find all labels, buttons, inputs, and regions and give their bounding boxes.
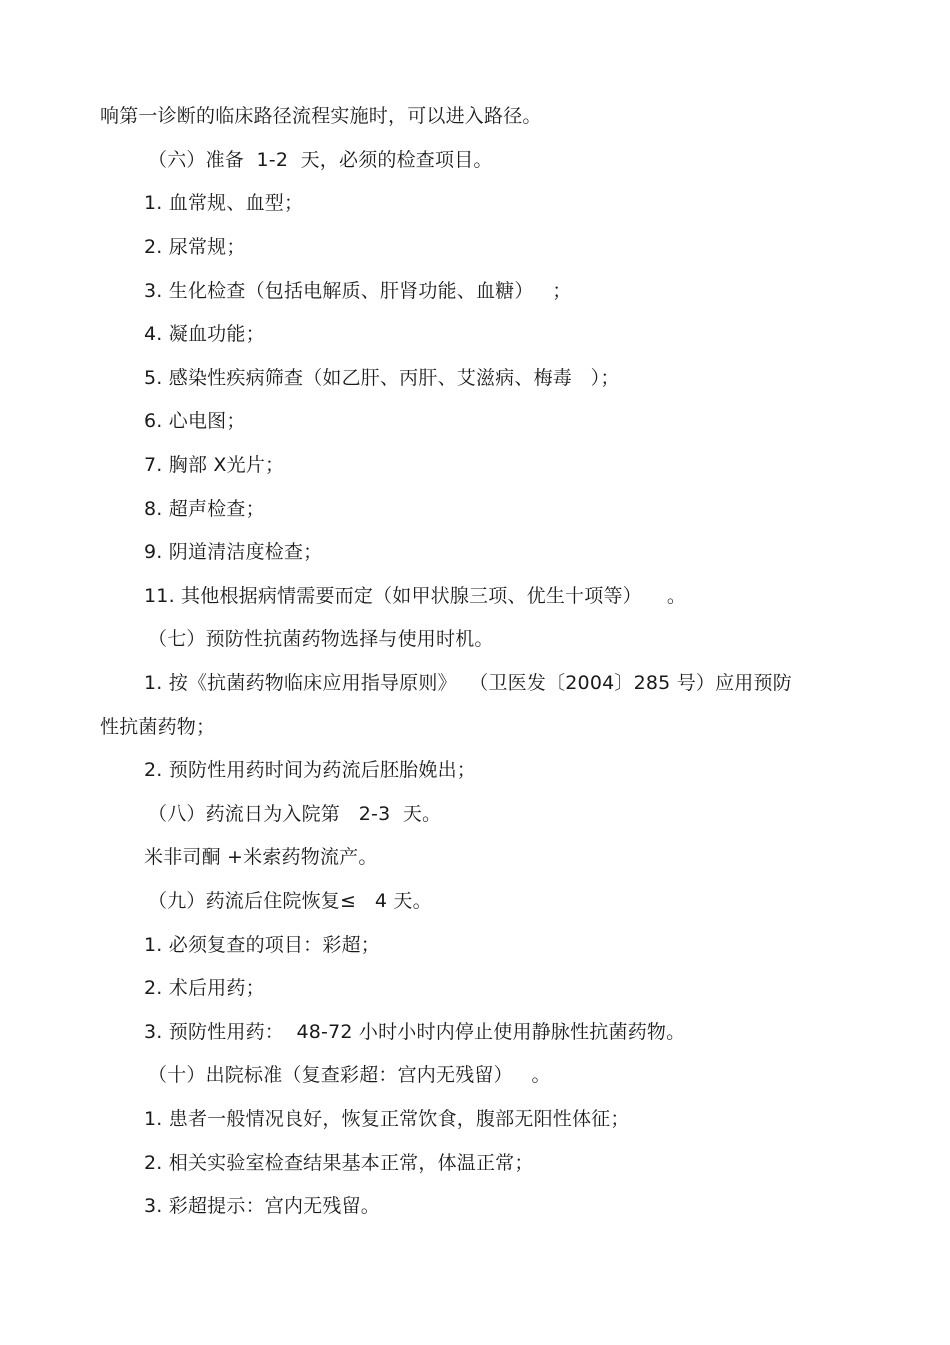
list-item: 5. 感染性疾病筛查（如乙肝、丙肝、艾滋病、梅毒 ）； bbox=[144, 367, 620, 389]
list-item: 1. 血常规、血型； bbox=[144, 192, 304, 214]
section-heading-9: （九）药流后住院恢复≤ 4 天。 bbox=[148, 890, 432, 912]
list-item: 6. 心电图； bbox=[144, 410, 246, 432]
section-heading-10: （十）出院标准（复查彩超：宫内无残留） 。 bbox=[148, 1064, 551, 1086]
text-line-continuation: 性抗菌药物； bbox=[100, 716, 216, 738]
list-item: 2. 术后用药； bbox=[144, 977, 265, 999]
paragraph-text: 米非司酮 +米索药物流产。 bbox=[144, 846, 378, 868]
list-item: 7. 胸部 X光片； bbox=[144, 454, 285, 476]
list-item: 1. 必须复查的项目：彩超； bbox=[144, 934, 380, 956]
list-item: 1. 患者一般情况良好，恢复正常饮食，腹部无阳性体征； bbox=[144, 1108, 630, 1130]
section-heading-6: （六）准备 1-2 天，必须的检查项目。 bbox=[148, 149, 493, 171]
list-item: 2. 尿常规； bbox=[144, 236, 246, 258]
list-item: 3. 生化检查（包括电解质、肝肾功能、血糖） ； bbox=[144, 280, 572, 302]
section-heading-8: （八）药流日为入院第 2-3 天。 bbox=[148, 803, 442, 825]
list-item: 2. 相关实验室检查结果基本正常，体温正常； bbox=[144, 1152, 534, 1174]
list-item: 8. 超声检查； bbox=[144, 498, 265, 520]
list-item: 3. 预防性用药： 48-72 小时小时内停止使用静脉性抗菌药物。 bbox=[144, 1021, 686, 1043]
list-item: 9. 阴道清洁度检查； bbox=[144, 541, 323, 563]
list-item: 4. 凝血功能； bbox=[144, 323, 265, 345]
list-item: 3. 彩超提示：宫内无残留。 bbox=[144, 1195, 380, 1217]
list-item: 2. 预防性用药时间为药流后胚胎娩出； bbox=[144, 759, 476, 781]
list-item: 11. 其他根据病情需要而定（如甲状腺三项、优生十项等） 。 bbox=[144, 585, 687, 607]
list-item: 1. 按《抗菌药物临床应用指导原则》 （卫医发〔2004〕285 号）应用预防 bbox=[144, 672, 792, 694]
text-line-continuation: 响第一诊断的临床路径流程实施时，可以进入路径。 bbox=[100, 105, 542, 127]
section-heading-7: （七）预防性抗菌药物选择与使用时机。 bbox=[148, 628, 494, 650]
